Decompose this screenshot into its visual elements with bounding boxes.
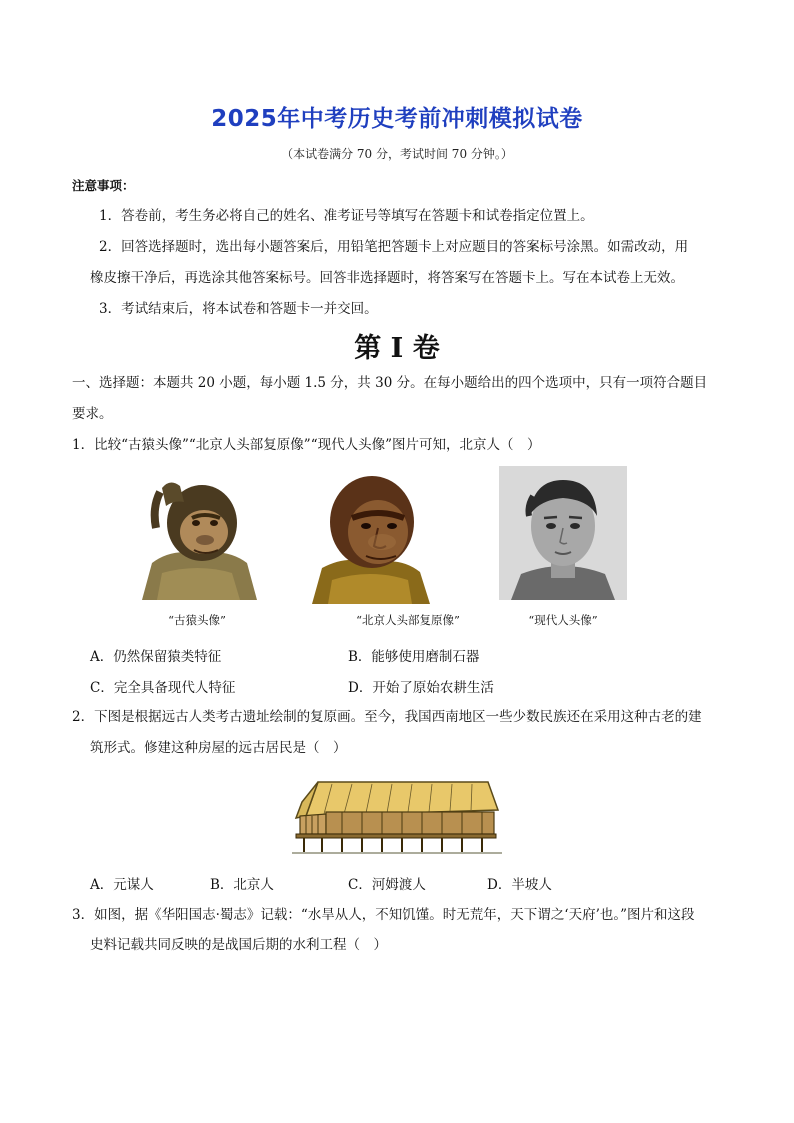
exam-subtitle: （本试卷满分 70 分，考试时间 70 分钟。） (281, 147, 513, 161)
modern-human-head-image (499, 466, 627, 600)
question-2-stem-2: 筑形式。修建这种房屋的远古居民是（ ） (90, 740, 347, 756)
stilt-house-image (292, 772, 502, 856)
notice-line-1: 1．答卷前，考生务必将自己的姓名、准考证号等填写在答题卡和试卷指定位置上。 (99, 208, 594, 224)
question-2-stem-1: 2．下图是根据远古人类考古遗址绘制的复原画。至今，我国西南地区一些少数民族还在采用这种古老的建 (72, 709, 702, 725)
q2-option-b[interactable]: B．北京人 (210, 877, 274, 893)
q1-option-d[interactable]: D．开始了原始农耕生活 (348, 680, 494, 696)
caption-ape-head: “古猿头像” (168, 613, 226, 627)
part-one-instruction-2: 要求。 (72, 406, 113, 422)
q1-option-a[interactable]: A．仍然保留猿类特征 (90, 649, 222, 665)
caption-peking-man: “北京人头部复原像” (356, 613, 460, 627)
notice-heading: 注意事项： (72, 178, 135, 193)
q1-option-c[interactable]: C．完全具备现代人特征 (90, 680, 236, 696)
part-one-instruction-1: 一、选择题：本题共 20 小题，每小题 1.5 分，共 30 分。在每小题给出的四个选项中，只有一项符合题目 (72, 375, 708, 391)
notice-line-4: 3．考试结束后，将本试卷和答题卡一并交回。 (99, 301, 378, 317)
section-title: 第 I 卷 (354, 333, 440, 364)
q2-option-d[interactable]: D．半坡人 (487, 877, 552, 893)
notice-line-3: 橡皮擦干净后，再选涂其他答案标号。回答非选择题时，将答案写在答题卡上。写在本试卷上无效。 (90, 270, 684, 286)
question-3-stem-1: 3．如图，据《华阳国志·蜀志》记载：“水旱从人，不知饥馑。时无荒年，天下谓之‘天府’也。”图片和这段 (72, 907, 695, 923)
q2-option-c[interactable]: C．河姆渡人 (348, 877, 426, 893)
exam-title: 2025年中考历史考前冲刺模拟试卷 (211, 106, 583, 132)
question-3-stem-2: 史料记载共同反映的是战国后期的水利工程（ ） (90, 937, 387, 953)
q2-option-a[interactable]: A．元谋人 (90, 877, 154, 893)
q1-option-b[interactable]: B．能够使用磨制石器 (348, 649, 480, 665)
peking-man-bust-image (308, 468, 434, 604)
notice-line-2: 2．回答选择题时，选出每小题答案后，用铅笔把答题卡上对应题目的答案标号涂黑。如需改动，用 (99, 239, 689, 255)
caption-modern-human: “现代人头像” (528, 613, 598, 627)
question-1-stem: 1．比较“古猿头像”“北京人头部复原像”“现代人头像”图片可知，北京人（ ） (72, 437, 541, 453)
ape-head-image (132, 468, 264, 600)
